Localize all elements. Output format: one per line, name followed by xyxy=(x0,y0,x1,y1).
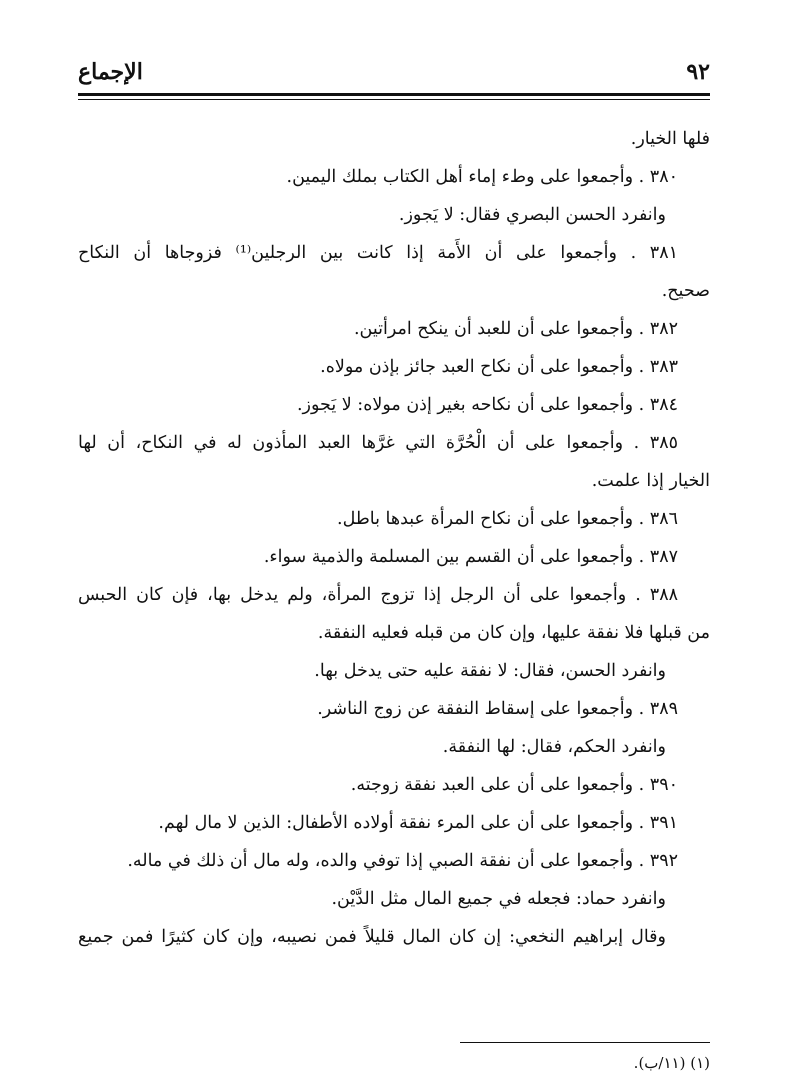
text-line: ٣٨٤ . وأجمعوا على أن نكاحه بغير إذن مولاه: لا يَجوز. xyxy=(296,395,678,415)
text-line: ٣٩٠ . وأجمعوا على أن على العبد نفقة زوجته. xyxy=(350,775,678,795)
header-rule-thin xyxy=(78,99,710,100)
text-line: ٣٩١ . وأجمعوا على أن على المرء نفقة أولاده الأطفال: الذين لا مال لهم. xyxy=(158,813,678,833)
text-line: ٣٨٢ . وأجمعوا على أن للعبد أن ينكح امرأتين. xyxy=(353,319,678,339)
text-line: الخيار إذا علمت. xyxy=(591,471,710,491)
footnote: (١) (١١/ب). xyxy=(633,1054,710,1072)
text-line: من قبلها فلا نفقة عليها، وإن كان من قبله فعليه النفقة. xyxy=(317,623,710,643)
text-line: ٣٨١ . وأجمعوا على أن الأَمة إذا كانت بين الرجلين⁽¹⁾ فزوجاها أن النكاح xyxy=(78,243,678,263)
text-line: ٣٩٢ . وأجمعوا على أن نفقة الصبي إذا توفي والده، وله مال أن ذلك في ماله. xyxy=(127,851,678,871)
page-number: ٩٢ xyxy=(686,59,710,85)
text-line: صحيح. xyxy=(661,281,710,301)
page-header xyxy=(78,52,710,92)
text-line: وانفرد الحسن البصري فقال: لا يَجوز. xyxy=(398,205,666,225)
body-text xyxy=(78,120,710,956)
text-line: ٣٨٨ . وأجمعوا على أن الرجل إذا تزوج المرأة، ولم يدخل بها، فإن كان الحبس xyxy=(78,585,678,605)
header-rule-thick xyxy=(78,93,710,96)
text-line: وقال إبراهيم النخعي: إن كان المال قليلاً فمن نصيبه، وإن كان كثيرًا فمن جميع xyxy=(78,927,666,947)
running-title: الإجماع xyxy=(78,59,143,85)
text-line: فلها الخيار. xyxy=(630,129,710,149)
text-line: ٣٨٣ . وأجمعوا على أن نكاح العبد جائز بإذن مولاه. xyxy=(320,357,678,377)
text-line: وانفرد الحسن، فقال: لا نفقة عليه حتى يدخل بها. xyxy=(314,661,666,681)
book-page xyxy=(78,52,710,1072)
text-line: وانفرد حماد: فجعله في جميع المال مثل الدَّيْن. xyxy=(331,889,666,909)
text-line: وانفرد الحكم، فقال: لها النفقة. xyxy=(442,737,666,757)
footnote-rule xyxy=(460,1042,710,1043)
text-line: ٣٨٥ . وأجمعوا على أن الْحُرَّة التي غرَّها العبد المأذون له في النكاح، أن لها xyxy=(78,433,678,453)
text-line: ٣٨٦ . وأجمعوا على أن نكاح المرأة عبدها باطل. xyxy=(337,509,678,529)
text-line: ٣٨٧ . وأجمعوا على أن القسم بين المسلمة والذمية سواء. xyxy=(263,547,678,567)
text-line: ٣٨٩ . وأجمعوا على إسقاط النفقة عن زوج الناشر. xyxy=(317,699,678,719)
text-line: ٣٨٠ . وأجمعوا على وطء إماء أهل الكتاب بملك اليمين. xyxy=(286,167,678,187)
